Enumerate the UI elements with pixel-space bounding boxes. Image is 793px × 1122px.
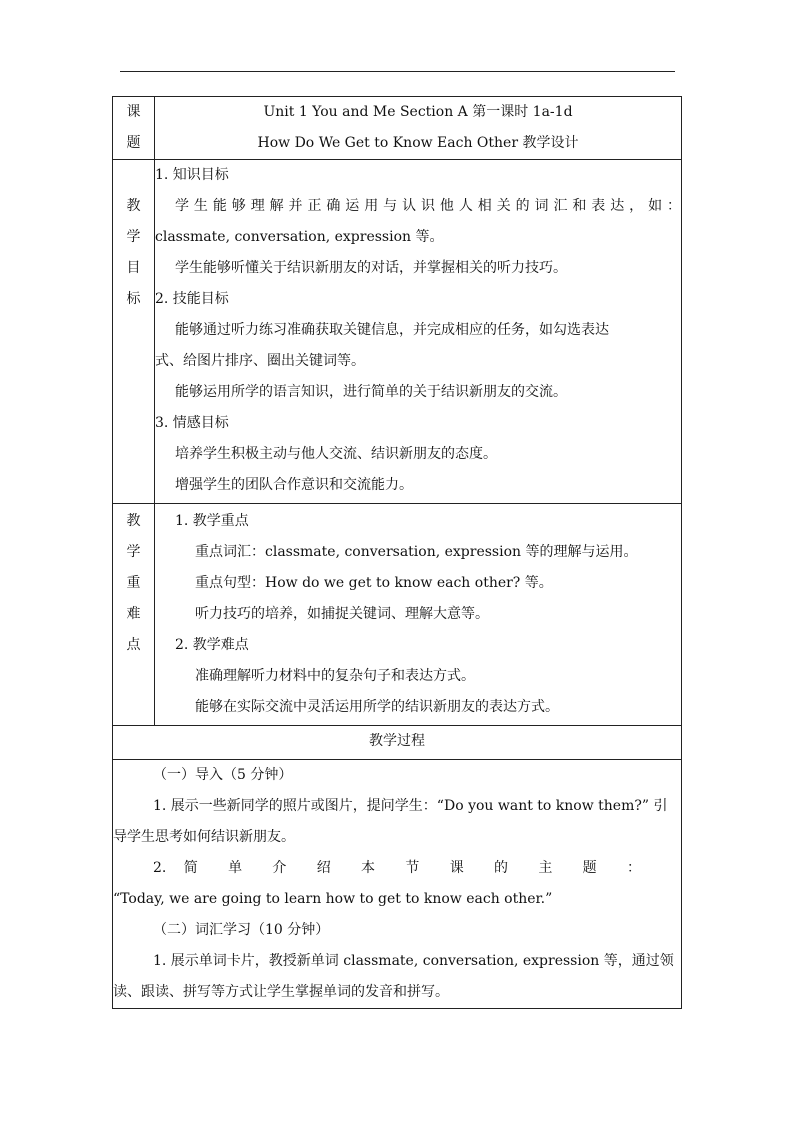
intro-paragraph-line: 导学生思考如何结识新朋友。 <box>113 829 295 845</box>
vocab-paragraph-line: 读、跟读、拼写等方式让学生掌握单词的发音和拼写。 <box>113 984 449 1000</box>
focus-heading: 1. 教学重点 <box>175 513 249 529</box>
knowledge-line: 学生能够听懂关于结识新朋友的对话，并掌握相关的听力技巧。 <box>175 260 567 276</box>
keypoints-label-char: 学 <box>126 544 141 560</box>
emotion-line: 培养学生积极主动与他人交流、结识新朋友的态度。 <box>175 446 497 462</box>
keypoints-label-cell <box>113 504 155 726</box>
focus-line: 听力技巧的培养，如捕捉关键词、理解大意等。 <box>195 606 489 622</box>
header-rule <box>120 71 675 72</box>
process-heading: 教学过程 <box>113 726 682 760</box>
difficulty-line: 准确理解听力材料中的复杂句子和表达方式。 <box>195 668 475 684</box>
objectives-row <box>113 160 682 504</box>
title-content-cell <box>155 97 682 160</box>
process-row <box>113 760 682 1009</box>
keypoints-label-char: 点 <box>126 637 141 653</box>
objectives-label-char: 教 <box>126 198 141 214</box>
skill-line: 能够通过听力练习准确获取关键信息，并完成相应的任务，如勾选表达 <box>175 322 609 338</box>
title-row <box>113 97 682 160</box>
intro-topic-spread <box>153 853 641 884</box>
vocab-heading: （二）词汇学习（10 分钟） <box>153 922 330 938</box>
knowledge-line: 学生能够理解并正确运用与认识他人相关的词汇和表达，如： <box>175 198 681 214</box>
vocab-paragraph-line: 1. 展示单词卡片，教授新单词 classmate, conversation, expression 等，通过领 <box>153 953 674 969</box>
title-label-cell <box>113 97 155 160</box>
objectives-label-char: 目 <box>126 260 141 276</box>
keypoints-row <box>113 504 682 726</box>
process-content-cell <box>113 760 682 1009</box>
difficulty-line: 能够在实际交流中灵活运用所学的结识新朋友的表达方式。 <box>195 699 559 715</box>
title-label-char: 题 <box>126 135 141 151</box>
objectives-content-cell <box>155 160 682 504</box>
process-heading-row <box>113 726 682 760</box>
emotion-line: 增强学生的团队合作意识和交流能力。 <box>175 477 413 493</box>
intro-topic-line <box>113 853 681 884</box>
keypoints-label-char: 重 <box>126 575 141 591</box>
skill-line: 式、给图片排序、圈出关键词等。 <box>155 353 365 369</box>
intro-topic-quote: “Today, we are going to learn how to get to know each other.” <box>113 891 553 907</box>
lesson-title-line1: Unit 1 You and Me Section A 第一课时 1a-1d <box>263 104 573 120</box>
difficulty-heading: 2. 教学难点 <box>175 637 249 653</box>
objectives-label-cell <box>113 160 155 504</box>
keypoints-label-char: 难 <box>126 606 141 622</box>
skill-heading: 2. 技能目标 <box>155 291 229 307</box>
lesson-title-line2: How Do We Get to Know Each Other 教学设计 <box>257 135 579 151</box>
emotion-heading: 3. 情感目标 <box>155 415 229 431</box>
knowledge-heading: 1. 知识目标 <box>155 167 229 183</box>
keypoints-content-cell <box>155 504 682 726</box>
intro-topic-text: 2. 简 单 介 绍 本 节 课 的 主 题 ： <box>153 860 641 876</box>
intro-heading: （一）导入（5 分钟） <box>153 767 293 783</box>
intro-paragraph-line: 1. 展示一些新同学的照片或图片，提问学生：“Do you want to know them?” 引 <box>153 798 668 814</box>
objectives-label-char: 标 <box>126 291 141 307</box>
lesson-plan-table <box>112 96 682 1009</box>
focus-line: 重点词汇：classmate, conversation, expression 等的理解与运用。 <box>195 544 638 560</box>
keypoints-label-char: 教 <box>126 513 141 529</box>
skill-line: 能够运用所学的语言知识，进行简单的关于结识新朋友的交流。 <box>175 384 567 400</box>
title-label-char: 课 <box>126 104 141 120</box>
focus-line: 重点句型：How do we get to know each other? 等。 <box>195 575 553 591</box>
objectives-label-char: 学 <box>126 229 141 245</box>
knowledge-line: classmate, conversation, expression 等。 <box>155 229 444 245</box>
